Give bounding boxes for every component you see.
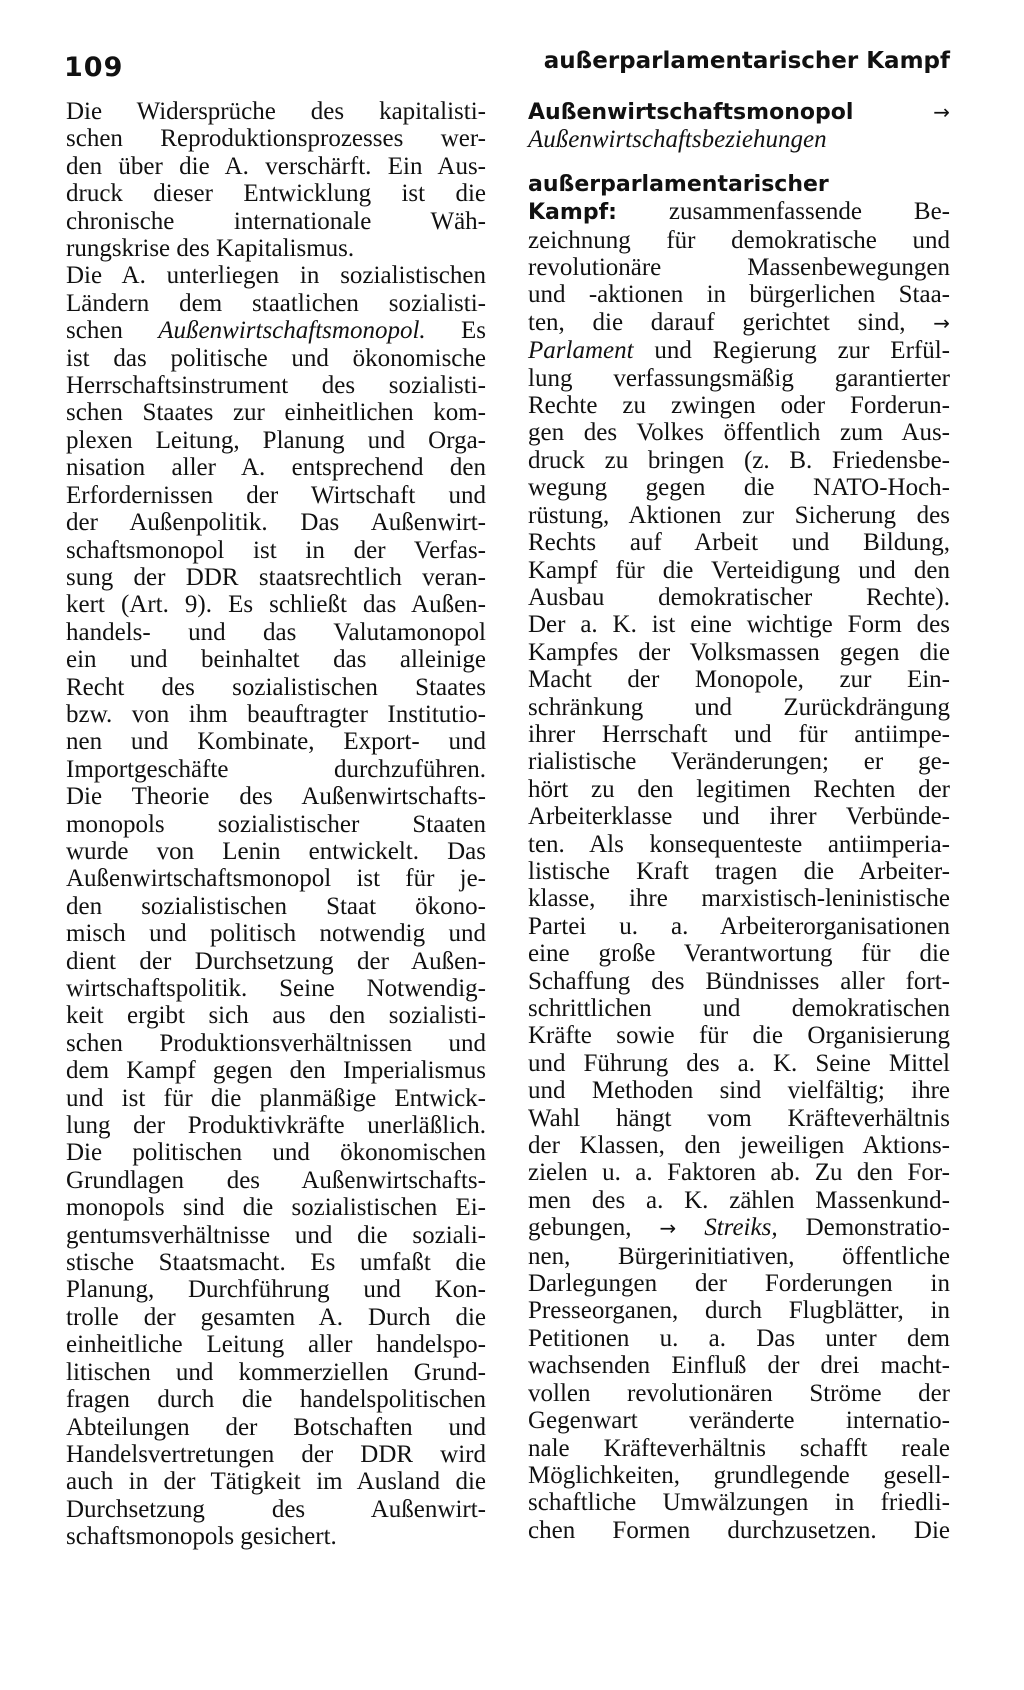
text-line: der Außenpolitik. Das Außenwirt-: [66, 509, 486, 537]
text-line: plexen Leitung, Planung und Orga-: [66, 426, 486, 454]
text-line: Ausbau demokratischer Rechte).: [528, 583, 950, 611]
text-line: [528, 1214, 950, 1242]
text-line: einheitliche Leitung aller handelspo-: [66, 1331, 486, 1359]
text-line: schaftsmonopols gesichert.: [66, 1523, 337, 1551]
text-line: schränkung und Zurückdrängung: [528, 693, 950, 721]
entry-separator: [528, 154, 950, 170]
text-line: trolle der gesamten A. Durch die: [66, 1303, 486, 1331]
entry-headword: Außenwirtschaftsmonopol: [528, 100, 854, 125]
cross-reference-link[interactable]: Außenwirtschaftsbeziehungen: [528, 126, 827, 154]
text-line: misch und politisch notwendig und: [66, 920, 486, 948]
arrow-right-icon: →: [933, 100, 950, 124]
text-line: schaftliche Umwälzungen in friedli-: [528, 1489, 950, 1517]
text-segment: schen: [66, 317, 159, 345]
text-line: auch in der Tätigkeit im Ausland die: [66, 1468, 486, 1496]
text-line: Abteilungen der Botschaften und: [66, 1413, 486, 1441]
text-line: Presseorganen, durch Flugblätter, in: [528, 1297, 950, 1325]
text-line: nen, Bürgerinitiativen, öffentliche: [528, 1242, 950, 1270]
text-segment: und Regierung zur Erfül-: [633, 337, 950, 365]
text-line: wirtschaftspolitik. Seine Notwendig-: [66, 975, 486, 1002]
text-line: wachsenden Einfluß der drei macht-: [528, 1352, 950, 1380]
text-segment: gebungen,: [528, 1214, 660, 1242]
cross-reference-link[interactable]: Außenwirtschaftsmonopol.: [158, 317, 426, 345]
text-line: gentumsverhältnisse und die soziali-: [66, 1221, 486, 1249]
text-line: eine große Verantwortung für die: [528, 940, 950, 968]
text-line: schen Staates zur einheitlichen kom-: [66, 399, 486, 427]
left-column: [66, 98, 486, 1551]
text-line: zielen u. a. Faktoren ab. Zu den For-: [528, 1159, 950, 1187]
text-segment: ten, die darauf gerichtet sind,: [528, 308, 934, 336]
text-line: bzw. von ihm beauftragter Institutio-: [66, 700, 486, 728]
text-line: gen des Volkes öffentlich zum Aus-: [528, 419, 950, 447]
text-line: vollen revolutionären Ströme der: [528, 1379, 950, 1407]
text-line: ihrer Herrschaft und für antiimpe-: [528, 720, 950, 748]
text-line: den über die A. verschärft. Ein Aus-: [66, 152, 486, 180]
text-line: Rechte zu zwingen oder Forderun-: [528, 392, 950, 420]
text-line: druck dieser Entwicklung ist die: [66, 180, 486, 208]
text-line: Die Theorie des Außenwirtschafts-: [66, 783, 486, 811]
text-line: Der a. K. ist eine wichtige Form des: [528, 611, 950, 639]
text-line: Arbeiterklasse und ihrer Verbünde-: [528, 803, 950, 831]
text-line: [528, 337, 950, 364]
text-line: und -aktionen in bürgerlichen Staa-: [528, 281, 950, 309]
text-line: kert (Art. 9). Es schließt das Außen-: [66, 591, 486, 619]
text-line: ist das politische und ökonomische: [66, 344, 486, 372]
text-line: monopols sind die sozialistischen Ei-: [66, 1194, 486, 1222]
text-segment: zusammenfassende Be-: [616, 198, 950, 226]
text-line: nen und Kombinate, Export- und: [66, 728, 486, 756]
text-line: handels- und das Valutamonopol: [66, 618, 486, 646]
text-line: Planung, Durchführung und Kon-: [66, 1276, 486, 1304]
text-segment: Es: [425, 317, 486, 345]
text-line: Die Widersprüche des kapitalisti-: [66, 98, 486, 125]
text-line: Partei u. a. Arbeiterorganisationen: [528, 912, 950, 940]
text-segment: Demonstratio-: [777, 1214, 950, 1242]
text-line: druck zu bringen (z. B. Friedensbe-: [528, 446, 950, 474]
text-line: wurde von Lenin entwickelt. Das: [66, 837, 486, 865]
text-line: schen Produktionsverhältnissen und: [66, 1029, 486, 1057]
text-line: Rechts auf Arbeit und Bildung,: [528, 529, 950, 557]
text-line: chronische internationale Wäh-: [66, 207, 486, 235]
text-line: Kampfes der Volksmassen gegen die: [528, 638, 950, 666]
text-line: Schaffung des Bündnisses aller fort-: [528, 967, 950, 995]
right-column: [528, 98, 950, 1544]
text-line: ein und beinhaltet das alleinige: [66, 646, 486, 674]
text-line: den sozialistischen Staat ökono-: [66, 892, 486, 920]
text-line: sung der DDR staatsrechtlich veran-: [66, 563, 486, 591]
text-line: stische Staatsmacht. Es umfaßt die: [66, 1249, 486, 1277]
text-line: Die A. unterliegen in sozialistischen: [66, 262, 486, 290]
running-head: außerparlamentarischer Kampf: [543, 48, 950, 74]
cross-reference-link[interactable]: Streiks,: [704, 1214, 778, 1242]
entry-line: [528, 170, 950, 198]
text-line: Erfordernissen der Wirtschaft und: [66, 481, 486, 509]
entry-line: [528, 198, 950, 226]
text-line: rüstung, Aktionen zur Sicherung des: [528, 501, 950, 529]
text-line: dient der Durchsetzung der Außen-: [66, 947, 486, 975]
text-line: [66, 317, 486, 344]
text-line: Gegenwart veränderte internatio-: [528, 1407, 950, 1435]
text-line: Herrschaftsinstrument des sozialisti-: [66, 372, 486, 400]
text-line: Importgeschäfte durchzuführen.: [66, 755, 486, 783]
text-line: [528, 309, 950, 337]
text-line: nale Kräfteverhältnis schafft reale: [528, 1434, 950, 1462]
entry-line: [528, 126, 950, 153]
text-line: Möglichkeiten, grundlegende gesell-: [528, 1461, 950, 1489]
text-line: Handelsvertretungen der DDR wird: [66, 1440, 486, 1468]
text-line: chen Formen durchzusetzen. Die: [528, 1516, 950, 1544]
text-line: Durchsetzung des Außenwirt-: [66, 1495, 486, 1523]
arrow-right-icon: →: [659, 1216, 677, 1241]
text-line: der Klassen, den jeweiligen Aktions-: [528, 1132, 950, 1160]
text-line: Grundlagen des Außenwirtschafts-: [66, 1166, 486, 1194]
text-line: fragen durch die handelspolitischen: [66, 1386, 486, 1414]
text-line: lung der Produktivkräfte unerläßlich.: [66, 1112, 486, 1140]
text-line: schen Reproduktionsprozesses wer-: [66, 125, 486, 153]
text-line: und Führung des a. K. Seine Mittel: [528, 1049, 950, 1077]
text-line: und Methoden sind vielfältig; ihre: [528, 1077, 950, 1105]
text-line: Kampf für die Verteidigung und den: [528, 556, 950, 584]
text-line: Recht des sozialistischen Staates: [66, 673, 486, 701]
text-line: Darlegungen der Forderungen in: [528, 1270, 950, 1298]
text-line: ten. Als konsequenteste antiimperia-: [528, 830, 950, 858]
text-line: monopols sozialistischer Staaten: [66, 810, 486, 838]
text-line: Die politischen und ökonomischen: [66, 1139, 486, 1167]
text-line: hört zu den legitimen Rechten der: [528, 775, 950, 803]
text-line: rungskrise des Kapitalismus.: [66, 235, 355, 263]
text-line: Kräfte sowie für die Organisierung: [528, 1022, 950, 1050]
text-line: wegung gegen die NATO-Hoch-: [528, 474, 950, 502]
text-line: Wahl hängt vom Kräfteverhältnis: [528, 1104, 950, 1132]
entry-line: [528, 98, 950, 126]
text-line: Ländern dem staatlichen sozialisti-: [66, 289, 486, 317]
text-line: zeichnung für demokratische und: [528, 226, 950, 254]
text-line: revolutionäre Massenbewegungen: [528, 254, 950, 282]
text-line: nisation aller A. entsprechend den: [66, 454, 486, 482]
page-number: 109: [64, 52, 124, 83]
cross-reference-link[interactable]: Parlament: [528, 337, 634, 365]
text-line: und ist für die planmäßige Entwick-: [66, 1084, 486, 1112]
arrow-right-icon: →: [933, 310, 950, 335]
text-line: keit ergibt sich aus den sozialisti-: [66, 1002, 486, 1030]
text-line: lung verfassungsmäßig garantierter: [528, 364, 950, 392]
text-line: Petitionen u. a. Das unter dem: [528, 1324, 950, 1352]
text-line: listische Kraft tragen die Arbeiter-: [528, 857, 950, 885]
text-line: dem Kampf gegen den Imperialismus: [66, 1057, 486, 1085]
text-line: schrittlichen und demokratischen: [528, 995, 950, 1022]
text-line: schaftsmonopol ist in der Verfas-: [66, 536, 486, 564]
text-line: men des a. K. zählen Massenkund-: [528, 1186, 950, 1214]
text-line: rialistische Veränderungen; er ge-: [528, 748, 950, 776]
text-line: Außenwirtschaftsmonopol ist für je-: [66, 865, 486, 893]
entry-headword: Kampf:: [528, 200, 617, 226]
text-line: Macht der Monopole, zur Ein-: [528, 666, 950, 694]
entry-headword: außerparlamentarischer: [528, 171, 829, 197]
text-line: klasse, ihre marxistisch-leninistische: [528, 885, 950, 913]
text-line: litischen und kommerziellen Grund-: [66, 1358, 486, 1386]
